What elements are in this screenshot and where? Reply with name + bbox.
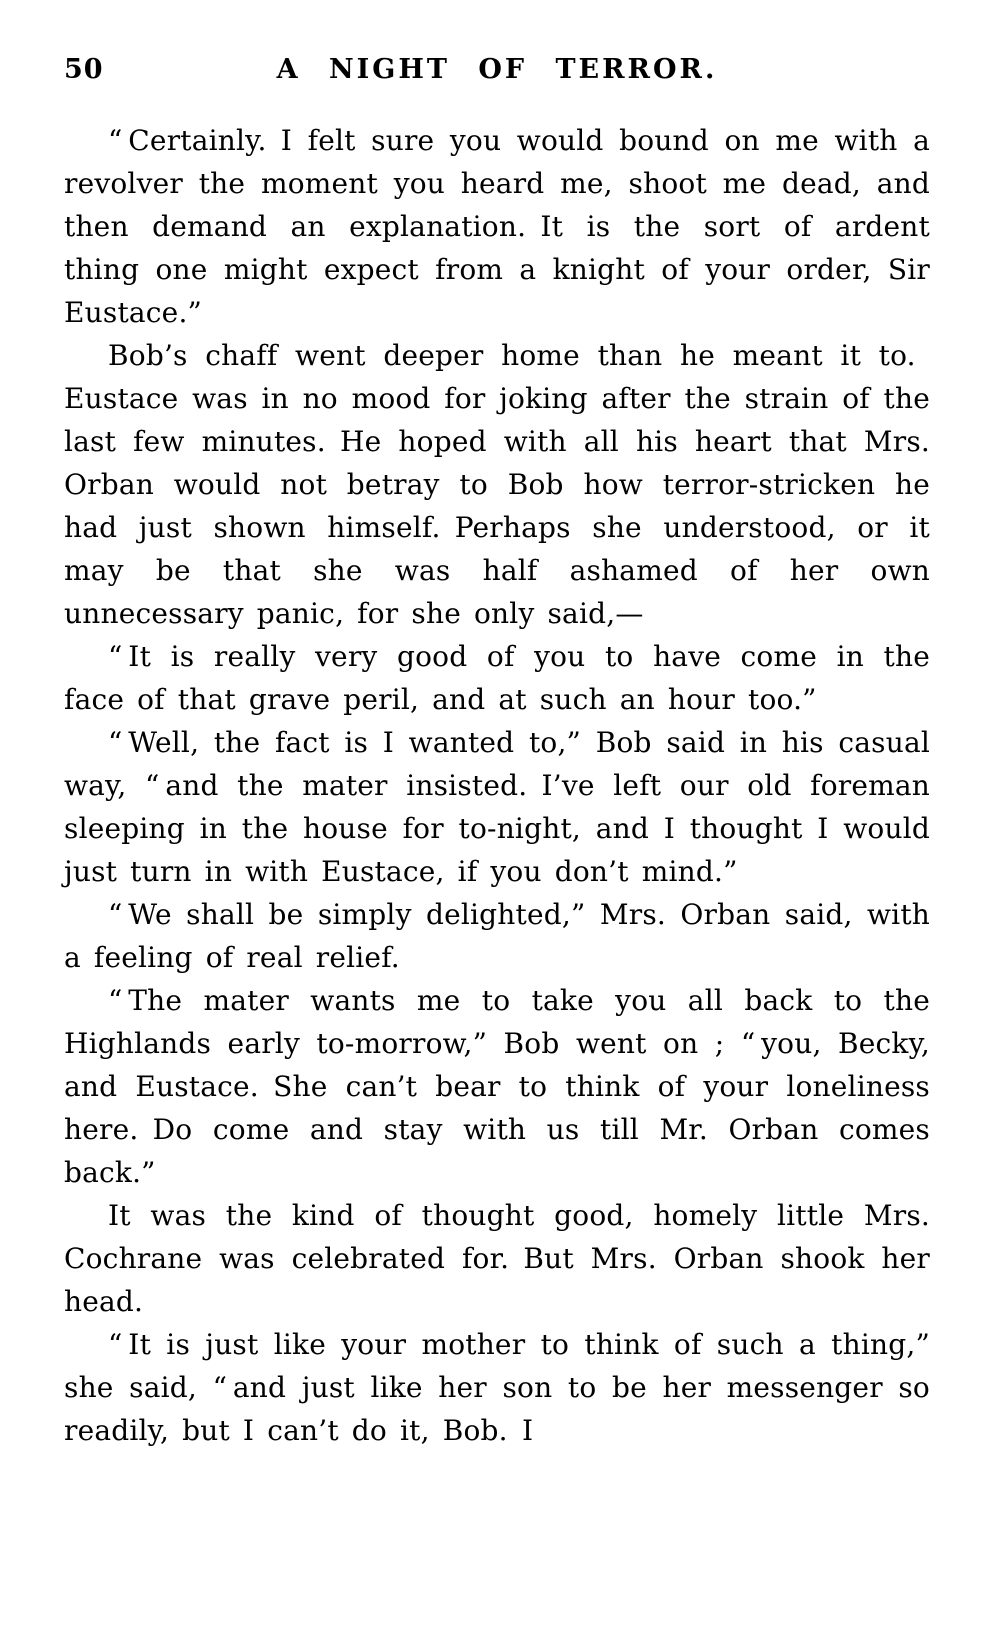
running-title: A NIGHT OF TERROR. xyxy=(276,54,718,85)
body-text xyxy=(64,119,930,1452)
paragraph: Bob’s chaff went deeper home than he meant it to. Eustace was in no mood for joking after the strain of the last few minutes. He hoped with all his heart that Mrs. Orban would not betray to Bob how terror-stricken he had just shown himself. Perhaps she understood, or it may be that she was half ashamed of her own unnecessary panic, for she only said,— xyxy=(64,339,930,630)
paragraph: “ We shall be simply delighted,” Mrs. Orban said, with a feeling of real relief. xyxy=(64,898,930,974)
paragraph: “ It is really very good of you to have come in the face of that grave peril, and at such an hour too.” xyxy=(64,640,930,716)
paragraph: “ Well, the fact is I wanted to,” Bob said in his casual way, “ and the mater insisted. I’ve left our old foreman sleeping in the house for to-night, and I thought I would just turn in with Eustace, if you don’t mind.” xyxy=(64,726,930,888)
paragraph: “ The mater wants me to take you all back to the Highlands early to-morrow,” Bob went on ; “ you, Becky, and Eustace. She can’t bear to think of your loneliness here. Do come and stay with us till Mr. Orban comes back.” xyxy=(64,984,930,1189)
paragraph: “ Certainly. I felt sure you would bound on me with a revolver the moment you heard me, shoot me dead, and then demand an explanation. It is the sort of ardent thing one might expect from a knight of your order, Sir Eustace.” xyxy=(64,124,930,329)
running-header xyxy=(64,54,930,85)
paragraph: “ It is just like your mother to think of such a thing,” she said, “ and just like her son to be her messenger so readily, but I can’t do it, Bob. I xyxy=(64,1328,930,1447)
paragraph: It was the kind of thought good, homely little Mrs. Cochrane was celebrated for. But Mrs. Orban shook her head. xyxy=(64,1199,930,1318)
page-number: 50 xyxy=(64,54,104,85)
